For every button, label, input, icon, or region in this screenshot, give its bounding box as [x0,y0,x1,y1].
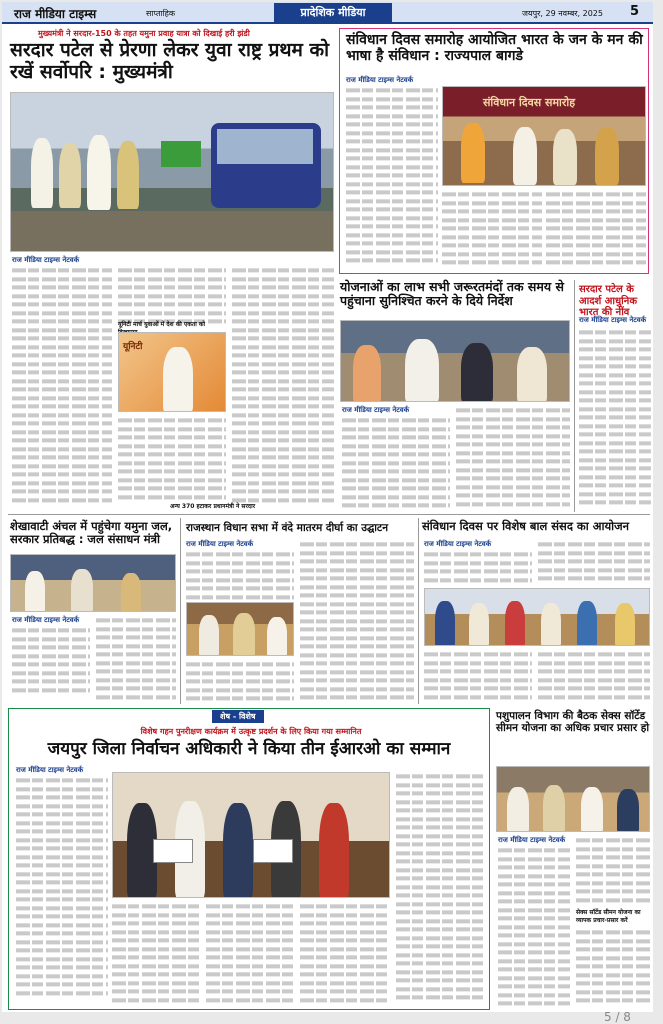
person-figure [435,601,455,646]
person-figure [543,785,565,832]
person-figure [461,123,485,183]
story7-byline: राज मीडिया टाइम्स नेटवर्क [424,540,492,548]
section-tag: शेष - विशेष [212,710,264,723]
story2-photo [442,86,646,186]
story2-banner: संविधान दिवस समारोह [483,96,576,109]
person-figure [507,787,529,832]
story6-column1 [186,550,294,600]
person-figure [199,615,219,656]
person-figure [505,601,525,646]
bus-window [217,129,313,164]
story1-column4 [232,266,334,508]
story5-column1 [12,626,90,702]
person-figure [461,343,493,402]
story3-column2 [456,406,570,512]
person-figure [617,789,639,832]
story8-column1 [16,776,108,1006]
story7-headline: संविधान दिवस पर विशेष बाल संसद का आयोजन [422,519,630,533]
story2-byline: राज मीडिया टाइम्स नेटवर्क [346,76,414,84]
story4-column [579,328,651,512]
story1-column1 [12,266,112,506]
story8-byline: राज मीडिया टाइम्स नेटवर्क [16,766,84,774]
story1-kicker: मुख्यमंत्री ने सरदार-150 के तहत यमुना प्रवाह यात्रा को दिखाई हरी झंडी [38,29,250,38]
person-figure [25,571,45,612]
publication-frequency: साप्ताहिक [146,9,176,18]
story9-subhead: सेक्स सॉर्टेड सीमन योजना का व्यापक प्रचार-प्रसार करें [576,909,641,924]
person-figure [615,603,635,646]
page-counter: 5 / 8 [604,1010,631,1024]
horizontal-rule [8,514,650,515]
story5-column2 [96,616,176,702]
column-rule [180,518,181,704]
story1-photo [10,92,334,252]
story7-column4 [538,650,650,704]
story7-column2 [424,650,532,704]
story4-byline: राज मीडिया टाइम्स नेटवर्क [579,316,647,324]
flag-graphic [161,141,201,167]
story3-column1 [342,416,450,512]
story8-photo [112,772,390,898]
story3-headline: योजनाओं का लाभ सभी जरूरतमंदों तक समय से पहुंचाना सुनिश्चित करने के दिये निर्देश [340,279,564,309]
story5-photo [10,554,176,612]
certificate [153,839,193,863]
story1-event-photo [118,332,226,412]
story9-byline: राज मीडिया टाइम्स नेटवर्क [498,836,566,844]
person-figure [581,787,603,832]
story2-column3 [546,190,646,270]
story7-photo [424,588,650,646]
ground [11,211,333,252]
story8-column2 [112,902,200,1006]
story8-headline: जयपुर जिला निर्वाचन अधिकारी ने किया तीन ईआरओ का सम्मान [47,739,451,759]
person-figure [541,603,561,646]
section-name: प्रादेशिक मीडिया [274,3,392,22]
person-figure [553,129,577,185]
certificate [253,839,293,863]
person-figure [31,138,53,208]
story7-column1 [424,550,532,588]
story8-column3 [206,902,294,1006]
story6-byline: राज मीडिया टाइम्स नेटवर्क [186,540,254,548]
newspaper-page [2,2,653,1012]
story6-photo [186,602,294,656]
person-figure [223,803,253,898]
story8-column5 [396,772,484,1006]
story2-column1 [346,86,438,270]
story8-kicker: विशेष गहन पुनरीक्षण कार्यक्रम में उत्कृष्ट प्रदर्शन के लिए किया गया सम्मानित [140,727,362,736]
person-figure [513,127,537,185]
story5-byline: राज मीडिया टाइम्स नेटवर्क [12,616,80,624]
story9-column1 [498,846,570,1008]
story4-headline: सरदार पटेल के आदर्श आधुनिक भारत की नींव [579,284,638,318]
story1-column2 [118,266,226,326]
story1-caption: अन्य 370 हटाकर प्रधानमंत्री ने सरदार [170,503,256,510]
issue-date: जयपुर, 29 नवम्बर, 2025 [522,9,603,18]
person-figure [319,803,349,898]
event-banner-text: यूनिटी [123,342,143,352]
person-figure [71,569,93,612]
story9-photo [496,766,650,832]
story3-photo [340,320,570,402]
page-header-strip [2,2,653,24]
page-number: 5 [630,4,640,19]
story1-subhead1: यूनिटी मार्च युवाओं में देश की एकता को [118,321,206,328]
story2-headline: संविधान दिवस समारोह आयोजित भारत के जन के मन की भाषा है संविधान : राज्यपाल बागडे [346,32,643,65]
story5-headline: शेखावाटी अंचल में पहुंचेगा यमुना जल, सरकार प्रतिबद्ध : जल संसाधन मंत्री [10,519,173,547]
person-figure [87,135,111,210]
person-figure [469,603,489,646]
story1-column3 [118,416,226,508]
story8-column4 [300,902,390,1006]
column-rule [418,518,419,704]
column-rule [574,280,575,512]
person-figure [595,127,619,185]
story6-column2 [300,540,414,704]
story9-headline: पशुपालन विभाग की बैठक सेक्स सॉर्टेड सीमन योजना का अधिक प्रचार प्रसार हो [496,710,650,735]
person-figure [233,613,255,656]
speaker-figure [163,347,193,412]
person-figure [117,141,139,209]
story1-headline: सरदार पटेल से प्रेरणा लेकर युवा राष्ट्र प्रथम को रखें सर्वोपरि : मुख्यमंत्री [10,39,330,83]
story2-column2 [442,190,542,270]
story6-caption [186,660,294,704]
person-figure [353,345,381,402]
person-figure [577,601,597,646]
publication-name: राज मीडिया टाइम्स [14,7,97,21]
person-figure [517,347,547,402]
story7-column3 [538,540,650,586]
person-figure [267,617,287,656]
person-figure [121,573,141,612]
person-figure [59,143,81,208]
story9-column2 [576,836,650,906]
story9-column3 [576,928,650,1008]
story3-byline: राज मीडिया टाइम्स नेटवर्क [342,406,410,414]
story1-byline: राज मीडिया टाइम्स नेटवर्क [12,256,80,264]
person-figure [405,339,439,402]
story6-headline: राजस्थान विधान सभा में वंदे मातरम दीर्घा का उद्घाटन [186,522,389,534]
